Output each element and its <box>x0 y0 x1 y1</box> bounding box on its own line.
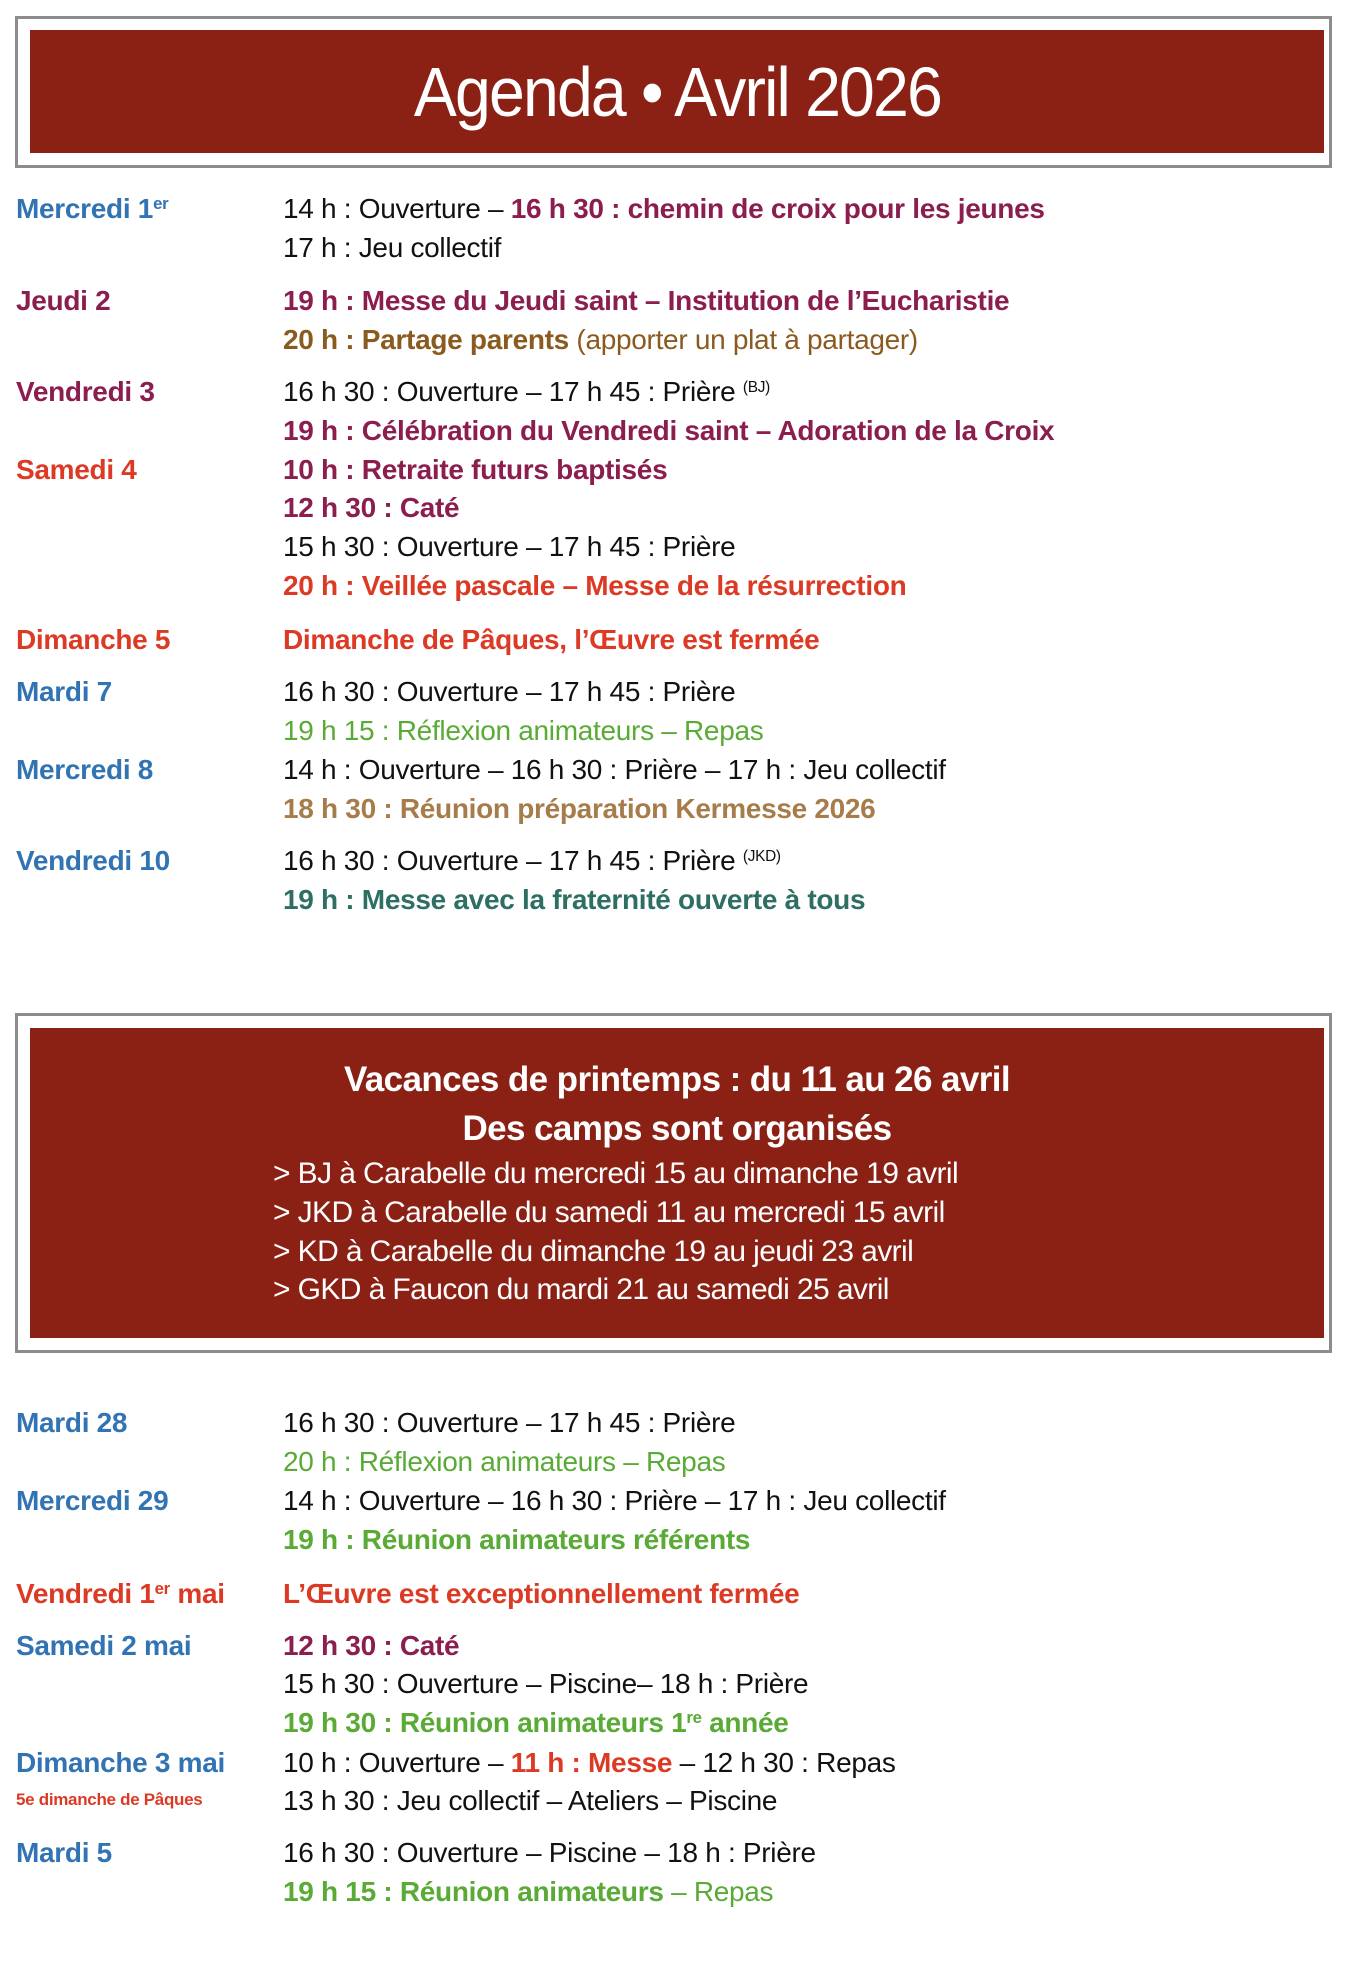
event-segment: (apporter un plat à partager) <box>568 324 918 355</box>
event-segment: 16 h 30 : chemin de croix pour les jeunes <box>510 193 1045 224</box>
event-segment: 10 h : Retraite futurs baptisés <box>283 454 668 485</box>
event-line <box>283 572 906 600</box>
event-line <box>283 1878 773 1906</box>
title-banner <box>30 30 1324 153</box>
event-segment: 14 h : Ouverture – <box>283 193 511 224</box>
camps-heading: Des camps sont organisés <box>462 1109 892 1148</box>
event-line <box>283 1709 789 1737</box>
day-ordinal-suffix: er <box>154 1578 170 1598</box>
day-name: Samedi 4 <box>16 454 137 485</box>
event-line <box>283 678 735 706</box>
event-segment: 15 h 30 : Ouverture – Piscine– 18 h : Prière <box>283 1668 809 1699</box>
camp-item: > KD à Carabelle du dimanche 19 au jeudi 23 avril <box>273 1235 914 1268</box>
event-line <box>283 1632 459 1660</box>
event-segment: 19 h 15 : Réflexion animateurs – Repas <box>283 715 764 746</box>
day-label <box>16 847 170 875</box>
day-label <box>16 1632 191 1660</box>
event-segment: 20 h : Partage parents <box>283 324 569 355</box>
event-line <box>283 195 1045 223</box>
event-segment: 10 h : Ouverture – <box>283 1747 511 1778</box>
day-name: Dimanche 3 mai <box>16 1747 225 1778</box>
day-name: Dimanche 5 <box>16 624 171 655</box>
camp-item: > BJ à Carabelle du mercredi 15 au dimanche 19 avril <box>273 1157 959 1190</box>
event-line <box>283 1526 750 1554</box>
event-line <box>283 1749 896 1777</box>
event-note-superscript: (JKD) <box>742 847 781 865</box>
day-name: Mercredi 8 <box>16 754 154 785</box>
event-line <box>283 717 763 745</box>
event-segment: 16 h 30 : Ouverture – 17 h 45 : Prière <box>283 845 743 876</box>
day-name: Jeudi 2 <box>16 285 111 316</box>
event-segment: 19 h : Messe du Jeudi saint – Institution de l’Eucharistie <box>283 285 1010 316</box>
event-segment: 12 h 30 : Caté <box>283 492 460 523</box>
event-note-superscript: (BJ) <box>742 378 770 396</box>
event-line <box>283 756 946 784</box>
event-line <box>283 378 770 406</box>
event-segment: 13 h 30 : Jeu collectif – Ateliers – Piscine <box>283 1785 778 1816</box>
day-name: Mercredi 1 <box>16 193 154 224</box>
day-ordinal-suffix: er <box>153 193 169 213</box>
event-segment: 11 h : Messe <box>510 1747 673 1778</box>
event-line <box>283 533 735 561</box>
day-label <box>16 678 112 706</box>
event-segment: Dimanche de Pâques, l’Œuvre est fermée <box>283 624 820 655</box>
event-segment: 19 h 30 : Réunion animateurs 1 <box>283 1707 687 1738</box>
day-name: Samedi 2 mai <box>16 1630 192 1661</box>
event-note-superscript: re <box>686 1707 702 1727</box>
day-name: Vendredi 1 <box>16 1578 155 1609</box>
event-segment: 20 h : Veillée pascale – Messe de la résurrection <box>283 570 907 601</box>
day-label <box>16 456 137 484</box>
event-line <box>283 795 875 823</box>
event-segment: 20 h : Réflexion animateurs – Repas <box>283 1446 726 1477</box>
day-label <box>16 287 110 315</box>
event-segment: 14 h : Ouverture – 16 h 30 : Prière – 17 h : Jeu collectif <box>283 754 946 785</box>
event-line <box>283 847 781 875</box>
vacances-heading: Vacances de printemps : du 11 au 26 avril <box>343 1060 1010 1099</box>
event-line <box>283 494 459 522</box>
event-line <box>283 456 667 484</box>
event-line <box>283 1487 946 1515</box>
event-segment: 14 h : Ouverture – 16 h 30 : Prière – 17 h : Jeu collectif <box>283 1485 946 1516</box>
day-label <box>16 378 155 406</box>
event-segment: L’Œuvre est exceptionnellement fermée <box>283 1578 800 1609</box>
event-line <box>283 626 819 654</box>
day-name: Vendredi 10 <box>16 845 170 876</box>
day-note: 5e dimanche de Pâques <box>16 1790 203 1809</box>
day-month: mai <box>169 1578 225 1609</box>
day-label <box>16 1580 225 1608</box>
event-segment: 19 h : Messe avec la fraternité ouverte à tous <box>283 884 866 915</box>
event-segment: 18 h 30 : Réunion préparation Kermesse 2026 <box>283 793 876 824</box>
event-line <box>283 1839 816 1867</box>
day-label <box>16 756 153 784</box>
day-label <box>16 195 168 223</box>
event-segment: – 12 h 30 : Repas <box>672 1747 896 1778</box>
event-line <box>283 1409 735 1437</box>
event-line <box>283 1448 725 1476</box>
day-label <box>16 626 170 654</box>
event-line <box>283 417 1054 445</box>
day-name: Mardi 28 <box>16 1407 128 1438</box>
event-line <box>283 287 1009 315</box>
day-name: Mercredi 29 <box>16 1485 169 1516</box>
event-segment: 16 h 30 : Ouverture – 17 h 45 : Prière <box>283 376 743 407</box>
event-segment: 12 h 30 : Caté <box>283 1630 460 1661</box>
event-line <box>283 1787 777 1815</box>
event-line <box>283 1670 808 1698</box>
vacances-banner <box>30 1028 1324 1338</box>
event-line <box>283 326 918 354</box>
event-segment: année <box>701 1707 789 1738</box>
event-line <box>283 886 865 914</box>
camp-item: > GKD à Faucon du mardi 21 au samedi 25 avril <box>273 1273 889 1306</box>
event-segment: 19 h : Réunion animateurs référents <box>283 1524 751 1555</box>
camp-item: > JKD à Carabelle du samedi 11 au mercredi 15 avril <box>273 1196 945 1229</box>
event-segment: 19 h : Célébration du Vendredi saint – Adoration de la Croix <box>283 415 1055 446</box>
day-label <box>16 1839 112 1867</box>
event-line <box>283 234 501 262</box>
day-label <box>16 1487 168 1515</box>
day-name: Mardi 7 <box>16 676 112 707</box>
event-segment: 15 h 30 : Ouverture – 17 h 45 : Prière <box>283 531 736 562</box>
event-segment: 16 h 30 : Ouverture – 17 h 45 : Prière <box>283 676 736 707</box>
day-name: Vendredi 3 <box>16 376 155 407</box>
event-line <box>283 1580 799 1608</box>
day-label <box>16 1749 225 1777</box>
event-segment: 16 h 30 : Ouverture – 17 h 45 : Prière <box>283 1407 736 1438</box>
event-segment: 19 h 15 : Réunion animateurs <box>283 1876 664 1907</box>
day-label <box>16 1409 127 1437</box>
event-segment: 17 h : Jeu collectif <box>283 232 502 263</box>
event-segment: 16 h 30 : Ouverture – Piscine – 18 h : Prière <box>283 1837 816 1868</box>
event-segment: – Repas <box>663 1876 774 1907</box>
day-name: Mardi 5 <box>16 1837 112 1868</box>
page-title: Agenda • Avril 2026 <box>413 52 941 131</box>
